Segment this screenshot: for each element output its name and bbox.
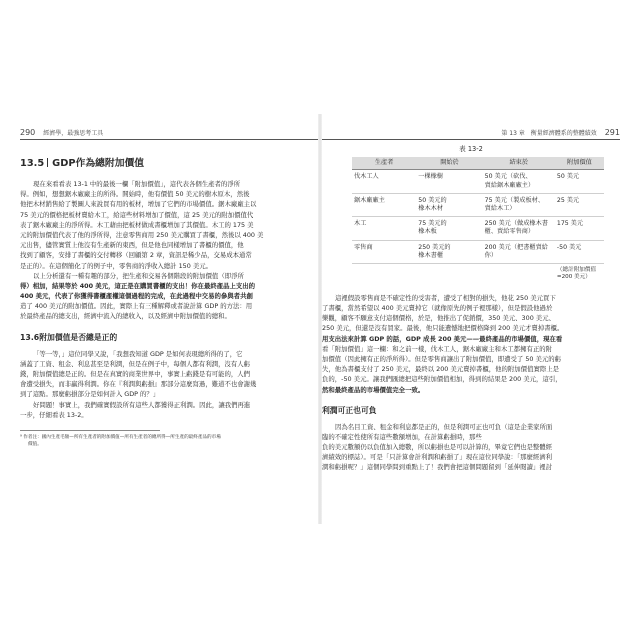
footnote-line: ⁹ 作者注：國內生產毛額—所有生產者的附加價值—所有生產者的總所得—所生產的最終產品的市場	[20, 434, 221, 440]
table-cell-start: 75 美元的 橡木板	[416, 217, 482, 240]
text-line: 得。例如，想想鋸木廠廠主的所得。開始時，他有價值 50 美元的樹木原木，然後	[20, 190, 250, 199]
text-line: 然和最終產品的市場價值完全一致。	[322, 385, 425, 394]
section-number: 13.6	[20, 332, 40, 342]
text-line: 250 美元，但還是沒有買家。最後，他只能遺憾地把價格降到 200 美元才賣掉書櫃。	[322, 324, 564, 333]
text-line: 了書櫃，當然希望以 400 美元賣掉它（就像原先的例子裡那樣），但是假設他過於	[322, 304, 553, 313]
left-page	[20, 108, 318, 528]
footnote	[20, 430, 221, 448]
table-cell-value: 175 美元	[555, 217, 604, 240]
text-line: 好問題！事實上，我們確實假設所有這些人都獲得正利潤。因此，讓我們再進	[33, 400, 251, 409]
text-line: 「等一等，」這位同學又說，「我想我知道 GDP 是如何表現總所得的了，它	[33, 349, 243, 358]
text-line: 元的附加價值代表了他的淨所得，注意零售商用 250 美元購買了書櫃，然後以 400 美	[20, 230, 264, 239]
table-cell-empty	[352, 264, 416, 285]
section-number: 13.5	[20, 158, 45, 169]
text-line: 臨的不確定性使所有這些數額增加，在計算虧損時，那些	[322, 432, 482, 441]
table-header-cell: 開始於	[416, 157, 482, 170]
table-cell-value: 50 美元	[555, 170, 604, 193]
text-line: 因為名目工資、租金和利息都是正的，但是利潤可正也可負（這是企業家所面	[335, 422, 553, 431]
table-row	[352, 170, 604, 193]
table-cell-producer: 木工	[352, 217, 416, 240]
table-cell-empty	[416, 264, 482, 285]
table-cell-producer: 鋸木廠廠主	[352, 193, 416, 216]
table-cell-end: 50 美元（砍伐、 賣給鋸木廠廠主）	[483, 170, 555, 193]
table-header-row	[352, 157, 604, 170]
text-line: 得）相加，結果等於 400 美元，這正是在購買書櫃的支出！你在最終產品上支出的	[20, 281, 256, 290]
text-line: 樂觀，顧客不願意支付這個價格，於是，他推出了促銷價，350 美元、300 美元、	[322, 314, 555, 323]
text-line: 他把木材銷售給了製圖人來說買有用的板材，增加了它們的市場價值。鋸木廠廠主以	[20, 200, 257, 209]
text-line: 於最終產品的總支出，經濟中流入的總收入，以及經濟中附加價值的總和。	[20, 312, 231, 321]
table-cell-value: -50 美元	[555, 240, 604, 263]
table-cell-end: 200 美元（把書櫃賣給 你）	[483, 240, 555, 263]
text-line: 一步，仔細看表 13-2。	[20, 410, 88, 419]
heading-divider	[47, 158, 48, 167]
text-line: 失，他為書櫃支付了 250 美元，最終以 200 美元賣掉書櫃，他的附加價值實際上是	[322, 365, 560, 374]
text-line: 錢，附加價值總是正的。但是在真實的商業世界中，事實上虧錢是有可能的，人們	[20, 370, 251, 378]
text-line: 負的美元數額仍以負值加入總數，所以虧損也是可以計算的，畢竟它們也是整體經	[322, 443, 553, 452]
table-header-cell: 生產者	[352, 157, 416, 170]
text-line: 到了這點。那麼虧損部分是如何計入 GDP 的？」	[20, 390, 160, 399]
text-line: 400 美元，代表了你獲得書櫃產權這個過程的完成，在此過程中交易的參與者共創	[20, 292, 253, 301]
section-title: 附加價值是否總是正的	[39, 332, 118, 342]
table-total-cell: （總計附加價值 =200 美元）	[556, 267, 597, 281]
table-cell-producer: 零售商	[352, 240, 416, 263]
running-head-title-right: 第 13 章 衡量經濟體系的整體績效	[501, 130, 597, 137]
text-line: 加價值（因此擁有正的淨所得）。但是零售商讓出了附加價值，即遭受了 50 美元的虧	[322, 354, 562, 363]
value-added-table	[352, 157, 604, 285]
paragraph-profit-sign	[322, 422, 620, 473]
header-rule-right	[322, 139, 620, 140]
text-line: 以上分析還有一種有趣的部分，把生產和交易各個階段的附加價值（即淨所	[33, 271, 244, 280]
text-line: 找到了顧客，安排了書櫃的交付轉移（回顧第 2 章，資訊是稀少品，交易成本通常	[20, 251, 252, 260]
table-row	[352, 193, 604, 216]
paragraph-retailer-loss	[322, 293, 620, 395]
text-line: 潤和虧損呢？」這個同學問到重點上了！我們會把這個問題留到「延伸閱讀」裡討	[322, 463, 553, 472]
table-cell-start: 50 美元的 橡木木材	[416, 193, 482, 216]
running-head-title-left: 經濟學，最強思考工具	[43, 130, 104, 137]
subsection-heading-profit: 利潤可正也可負	[322, 405, 377, 415]
table-cell-end: 250 美元（做成橡木書 櫃、賣給零售商）	[483, 217, 555, 240]
table-cell-end: 75 美元（製成板材、 賣給木工）	[483, 193, 555, 216]
table-row	[352, 217, 604, 240]
table-cell-value: 25 美元	[555, 193, 604, 216]
text-line: 涵蓋了工資、租金、利息甚至是利潤，但是在例子中，每個人都有利潤，沒有人虧	[20, 359, 251, 368]
page-number-right: 291	[604, 128, 620, 137]
text-line: 負的，-50 美元。讓我們匯總把這些附加價值相加，得到的結果是 200 美元，這引，	[322, 375, 562, 384]
text-line: 看「附加價值」這一欄：和之前一樣，伐木工人，鋸木廠廠主和木工都擁有正的附	[322, 344, 553, 353]
section-heading-13-6	[20, 333, 318, 343]
text-line: 現在來看看表 13-1 中的最後一欄「附加價值」，這代表各個生產者的淨所	[33, 180, 241, 188]
paragraph-three-methods	[20, 271, 318, 322]
text-line: 75 美元的價格把板材賣給木工，給這些材料增加了價值，這 25 美元的附加價值代	[20, 210, 254, 219]
text-line: 會遭受損失，而非贏得利潤。你在『利潤與虧損』那部分這麼寫過，難道不也會謝幾	[20, 380, 257, 389]
paragraph-value-added	[20, 179, 318, 271]
table-header-cell: 結束於	[483, 157, 555, 170]
section-title: GDP作為總附加價值	[52, 158, 145, 169]
book-spread	[0, 108, 640, 528]
text-line: 元出售，儘管實質上他沒有生產新的東西，但是他也同樣增加了書櫃的價值，他	[20, 241, 244, 250]
table-cell-start: 一棵橡樹	[416, 170, 482, 193]
running-header-right	[322, 128, 620, 136]
table-header-cell: 附加價值	[555, 157, 604, 170]
text-line: 是正的）。在這個簡化了的例子中，零售商的淨收入總計 150 美元。	[20, 261, 212, 270]
right-page	[322, 108, 620, 528]
text-line: 這裡假設零售商是不確定性的受害者，遭受了相對的損失，他花 250 美元買下	[335, 293, 556, 302]
table-total-row	[352, 264, 604, 285]
text-line: 造了 400 美元的附加價值。因此，實際上有三種解釋或者說計算 GDP 的方法：用	[20, 302, 253, 311]
section-heading-13-5	[20, 158, 318, 170]
paragraph-always-positive	[20, 349, 318, 420]
footnote-line: 價值。	[28, 441, 42, 447]
text-line: 表了鋸木廠廠主的淨所得。木工藉由把板材做成書櫃增加了其價值。木工的 175 美	[20, 220, 254, 229]
page-number-left: 290	[20, 128, 36, 137]
table-title: 表 13-2	[459, 145, 483, 153]
text-line: 用支出法來計算 GDP 的話，GDP 成長 200 美元——最終產品的市場價值，現在看	[322, 334, 563, 343]
table-cell-producer: 伐木工人	[352, 170, 416, 193]
table-cell-start: 250 美元的 橡木書櫃	[416, 240, 482, 263]
running-header-left	[20, 128, 318, 136]
table-row	[352, 240, 604, 263]
table-cell-empty	[483, 264, 555, 285]
text-line: 濟績效的標誌）。可是「只計算會計利潤和虧損了」現在這位同學說：「那麼經濟利	[322, 453, 553, 462]
